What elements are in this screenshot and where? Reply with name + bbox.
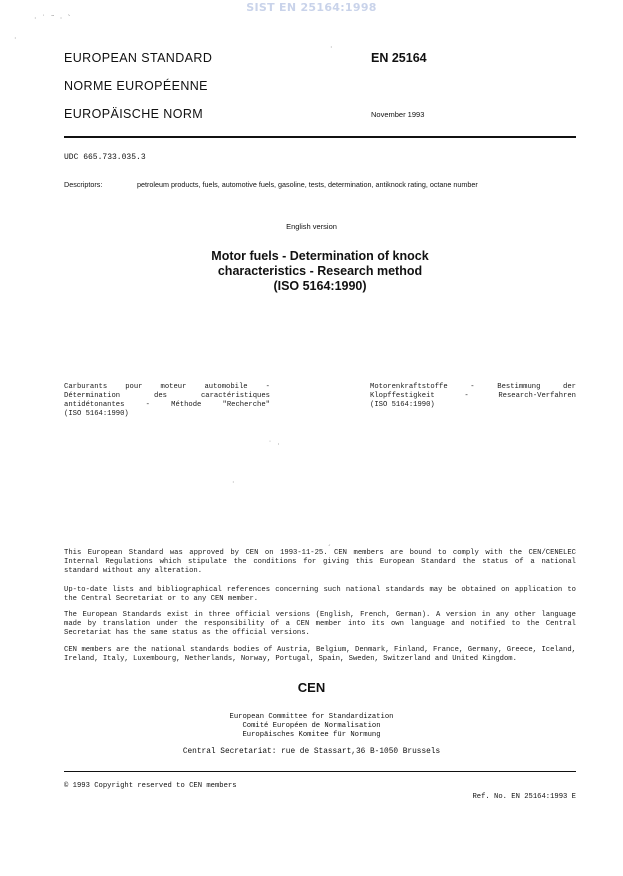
members-paragraph: CEN members are the national standards bodies of Austria, Belgium, Denmark, Finland, France, Germany, Greece, Iceland, Ireland, Italy, Luxembourg, Netherlands, Norway, Portugal, Spain, Sweden, Switzerland and United Kingdom. xyxy=(64,646,576,664)
cen-acronym: CEN xyxy=(297,680,326,695)
footer-rule xyxy=(64,771,576,772)
publication-date: November 1993 xyxy=(371,110,425,119)
scan-speck: · xyxy=(330,43,333,52)
references-paragraph: Up-to-date lists and bibliographical references concerning such national standards may be obtained on application to the Central Secretariat or to any CEN member. xyxy=(64,586,576,604)
french-title-line: Carburants pour moteur automobile - xyxy=(64,383,270,391)
scan-speck: ˙ · xyxy=(268,440,280,449)
title-line: Motor fuels - Determination of knock xyxy=(211,249,429,263)
title-line: characteristics - Research method xyxy=(217,264,423,278)
descriptors-label: Descriptors: xyxy=(64,180,103,189)
french-title-line: antidétonantes - Méthode "Recherche" xyxy=(64,401,270,409)
scan-speck: · ˙ ˜ · ˋ xyxy=(34,14,72,23)
document-watermark: SIST EN 25164:1998 xyxy=(246,1,377,14)
versions-paragraph: The European Standards exist in three official versions (English, French, German). A version in any other language made by translation under the responsibility of a CEN member into its own language and notified to the Central Secretariat has the same status as the official versions. xyxy=(64,611,576,638)
german-title-line: (ISO 5164:1990) xyxy=(370,401,435,409)
german-title-line: Klopffestigkeit - Research-Verfahren xyxy=(370,392,576,400)
french-title-line: (ISO 5164:1990) xyxy=(64,410,129,418)
french-title-line: Détermination des caractéristiques xyxy=(64,392,270,400)
cen-name-english: European Committee for Standardization xyxy=(229,713,394,721)
standard-type-french: NORME EUROPÉENNE xyxy=(64,79,208,93)
approval-paragraph: This European Standard was approved by CEN on 1993-11-25. CEN members are bound to comply with the CEN/CENELEC Internal Regulations which stipulate the conditions for giving this European Standard the status of a national standard without any alteration. xyxy=(64,549,576,576)
copyright-notice: © 1993 Copyright reserved to CEN members xyxy=(64,782,237,790)
french-title xyxy=(64,383,270,419)
german-title-line: Motorenkraftstoffe - Bestimmung der xyxy=(370,383,576,391)
document-title xyxy=(150,249,490,294)
language-version: English version xyxy=(286,222,337,231)
header-rule xyxy=(64,136,576,138)
scan-speck: · xyxy=(14,34,17,43)
german-title xyxy=(370,383,576,410)
central-secretariat: Central Secretariat: rue de Stassart,36 B-1050 Brussels xyxy=(182,748,441,756)
reference-number: Ref. No. EN 25164:1993 E xyxy=(472,793,576,801)
standard-number: EN 25164 xyxy=(371,51,427,65)
standard-type-german: EUROPÄISCHE NORM xyxy=(64,107,204,121)
cen-names xyxy=(0,713,623,740)
cen-name-german: Europäisches Komitee für Normung xyxy=(242,731,381,739)
scan-speck: ˏ xyxy=(327,537,331,546)
scan-speck: · xyxy=(232,478,235,487)
udc-code: UDC 665.733.035.3 xyxy=(64,153,146,162)
descriptors-text: petroleum products, fuels, automotive fuels, gasoline, tests, determination, antiknock rating, octane number xyxy=(137,180,478,189)
standard-type-english: EUROPEAN STANDARD xyxy=(64,51,213,65)
cen-name-french: Comité Européen de Normalisation xyxy=(242,722,381,730)
title-line: (ISO 5164:1990) xyxy=(273,279,367,293)
